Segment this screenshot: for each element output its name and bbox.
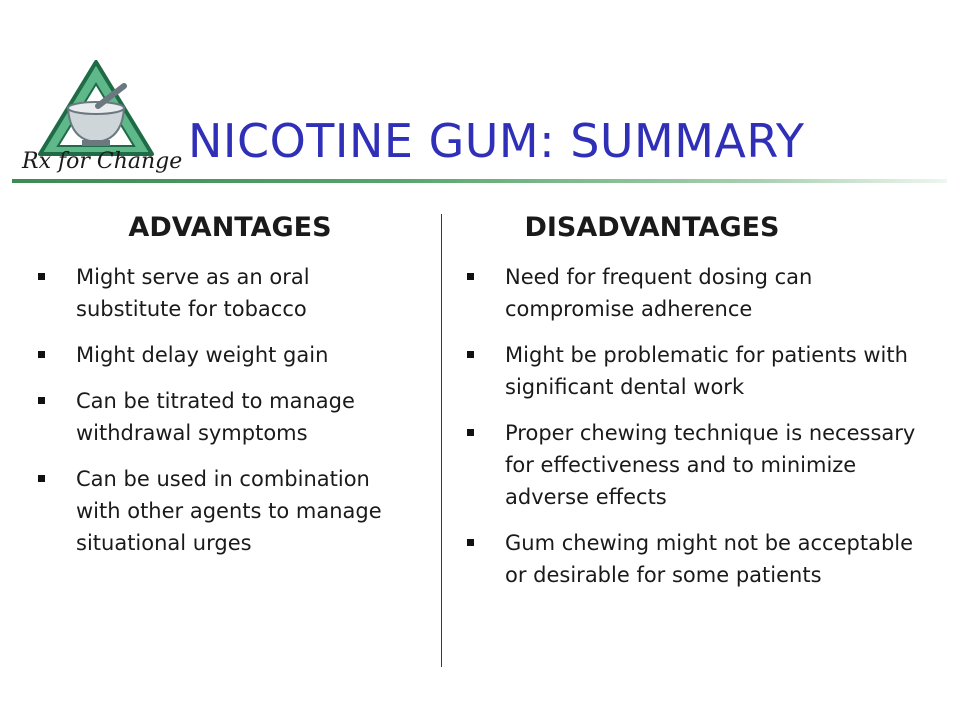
disadvantages-list [467, 261, 937, 591]
square-bullet-icon [38, 273, 45, 280]
list-item [38, 261, 430, 325]
square-bullet-icon [467, 429, 474, 436]
square-bullet-icon [38, 475, 45, 482]
square-bullet-icon [467, 351, 474, 358]
square-bullet-icon [38, 351, 45, 358]
square-bullet-icon [467, 273, 474, 280]
column-divider [441, 214, 442, 667]
advantage-text: Might serve as an oral substitute for tobacco [76, 265, 310, 322]
list-item [38, 339, 430, 371]
rx-for-change-logo [14, 58, 183, 178]
disadvantage-text: Need for frequent dosing can compromise adherence [505, 265, 813, 322]
logo-text: Rx for Change [22, 149, 183, 174]
advantage-text: Can be used in combination with other agents to manage situational urges [76, 467, 382, 556]
list-item [467, 261, 937, 325]
advantage-text: Can be titrated to manage withdrawal symptoms [76, 389, 355, 446]
disadvantage-text: Gum chewing might not be acceptable or desirable for some patients [505, 531, 914, 588]
advantages-list [38, 261, 430, 559]
square-bullet-icon [38, 397, 45, 404]
square-bullet-icon [467, 539, 474, 546]
disadvantages-column [467, 212, 937, 605]
advantage-text: Might delay weight gain [76, 343, 329, 368]
advantages-heading: ADVANTAGES [128, 212, 332, 243]
list-item [467, 527, 937, 591]
title-divider [12, 179, 947, 183]
disadvantages-heading: DISADVANTAGES [524, 212, 780, 243]
page-title: NICOTINE GUM: SUMMARY [188, 114, 805, 168]
disadvantage-text: Proper chewing technique is necessary for effectiveness and to minimize adverse effects [505, 421, 916, 510]
list-item [38, 463, 430, 559]
disadvantage-text: Might be problematic for patients with significant dental work [505, 343, 908, 400]
advantages-column [38, 212, 430, 573]
list-item [467, 339, 937, 403]
mortar-and-pestle-icon [14, 58, 183, 178]
list-item [38, 385, 430, 449]
list-item [467, 417, 937, 513]
